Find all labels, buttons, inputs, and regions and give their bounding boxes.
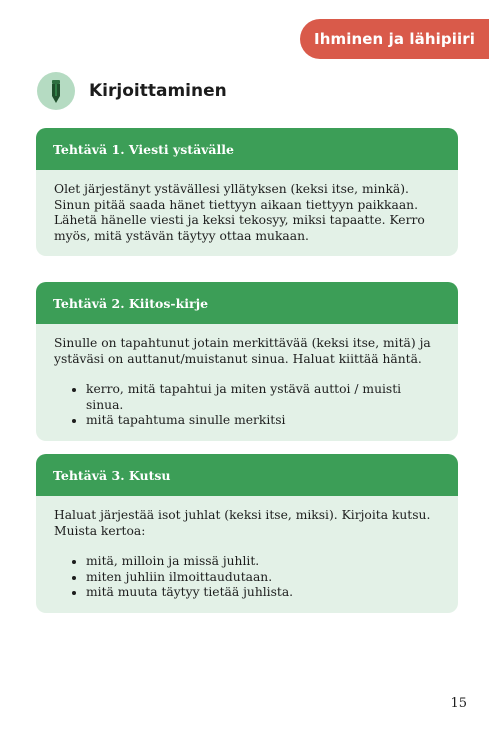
section-title: Kirjoittaminen	[89, 81, 227, 101]
list-item: • mitä tapahtuma sinulle merkitsi	[86, 413, 440, 429]
task-bullet-list	[54, 554, 440, 601]
list-item: • mitä, milloin ja missä juhlit.	[86, 554, 440, 570]
page-number: 15	[450, 696, 467, 711]
task-text: Haluat järjestää isot juhlat (keksi itse, miksi). Kirjoita kutsu. Muista kertoa:	[54, 508, 431, 538]
task-title: Tehtävä 3. Kutsu	[36, 454, 458, 496]
task-body	[36, 170, 458, 256]
pencil-icon	[37, 72, 75, 110]
list-item: • mitä muuta täytyy tietää juhlista.	[86, 585, 440, 601]
task-bullet-list	[54, 382, 440, 429]
task-card-2	[36, 282, 458, 441]
task-title: Tehtävä 1. Viesti ystävälle	[36, 128, 458, 170]
task-card-3	[36, 454, 458, 613]
list-item: • miten juhliin ilmoittaudutaan.	[86, 570, 440, 586]
task-body	[36, 324, 458, 441]
task-body	[36, 496, 458, 613]
list-item: • kerro, mitä tapahtui ja miten ystävä auttoi / muisti sinua.	[86, 382, 440, 413]
task-text: Sinulle on tapahtunut jotain merkittävää (keksi itse, mitä) ja ystäväsi on auttanut/muistanut sinua. Haluat kiittää häntä.	[54, 336, 431, 366]
section-header	[37, 72, 227, 110]
chapter-tab-label: Ihminen ja lähipiiri	[314, 30, 475, 48]
task-card-1	[36, 128, 458, 256]
task-text: Olet järjestänyt ystävällesi yllätyksen (keksi itse, minkä). Sinun pitää saada hänet tiettyyn aikaan tiettyyn paikkaan. Lähetä hänelle viesti ja keksi tekosyy, miksi tapaatte. Kerro myös, mitä ystävän täytyy ottaa mukaan.	[54, 182, 425, 243]
chapter-tab	[300, 19, 489, 59]
task-title: Tehtävä 2. Kiitos-kirje	[36, 282, 458, 324]
